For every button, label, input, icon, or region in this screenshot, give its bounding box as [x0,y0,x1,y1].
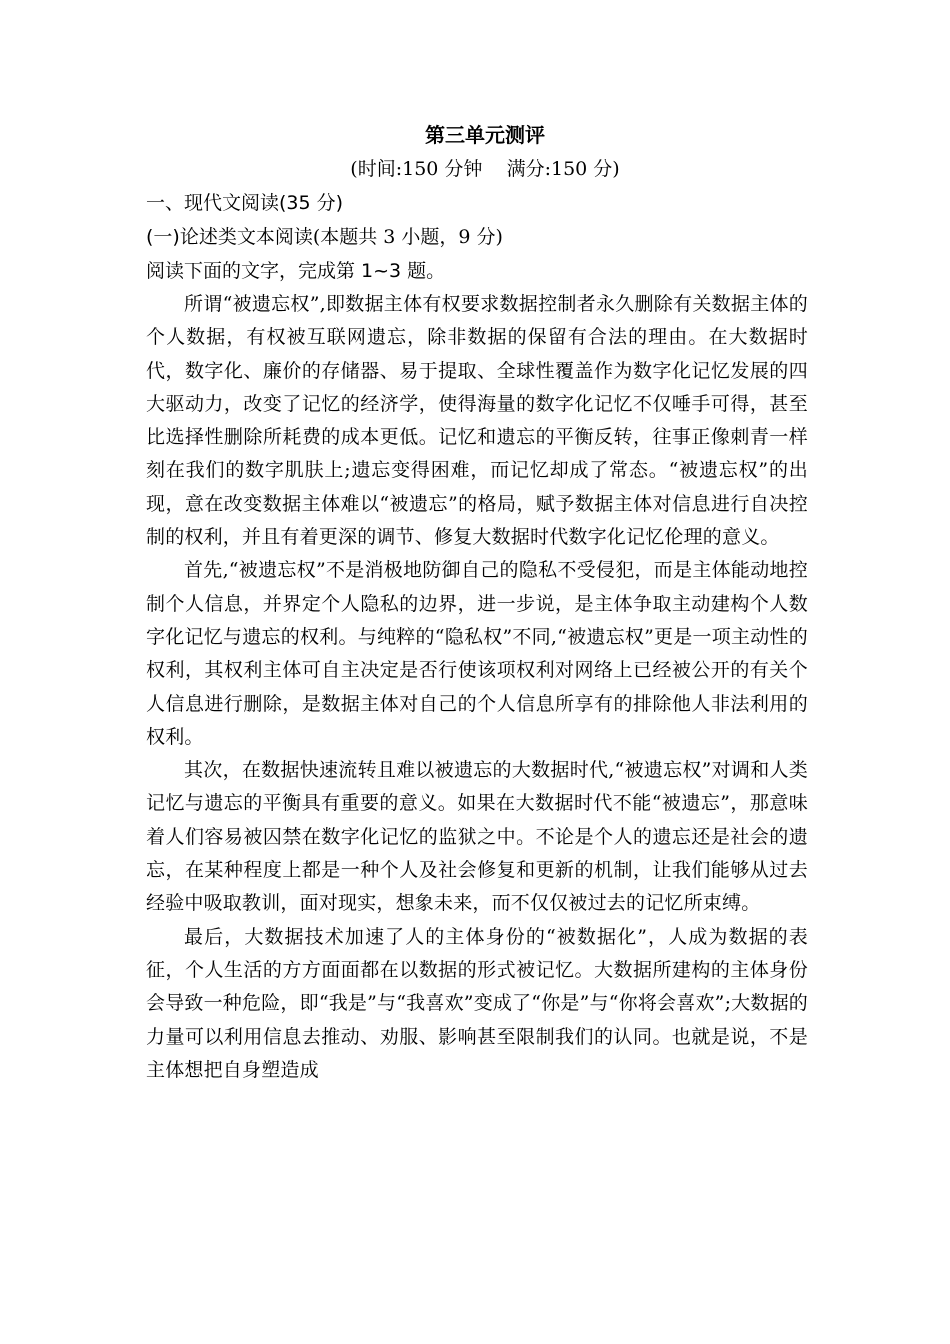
section-heading: 一、现代文阅读(35 分) [146,192,344,214]
page-title: 第三单元测评 [425,123,545,147]
subsection-label: (一)论述类文本阅读 [146,226,313,248]
passage-paragraph-3: 其次，在数据快速流转且难以被遗忘的大数据时代,“被遗忘权”对调和人类记忆与遗忘的平衡具有重要的意义。如果在大数据时代不能“被遗忘”，那意味着人们容易被囚禁在数字化记忆的监狱之中。不论是个人的遗忘还是社会的遗忘，在某种程度上都是一种个人及社会修复和更新的机制，让我们能够从过去经验中吸取教训，面对现实，想象未来，而不仅仅被过去的记忆所束缚。 [146,759,808,915]
passage [146,288,808,1087]
reading-instruction: 阅读下面的文字，完成第 1~3 题。 [146,260,446,282]
exam-info: (时间:150 分钟 满分:150 分) [350,158,620,180]
subsection-heading [146,220,808,254]
document-page [146,118,808,1087]
passage-paragraph-2: 首先,“被遗忘权”不是消极地防御自己的隐私不受侵犯，而是主体能动地控制个人信息，并界定个人隐私的边界，进一步说，是主体争取主动建构个人数字化记忆与遗忘的权利。与纯粹的“隐私权”不同,“被遗忘权”更是一项主动性的权利，其权利主体可自主决定是否行使该项权利对网络上已经被公开的有关个人信息进行删除，是数据主体对自己的个人信息所享有的排除他人非法利用的权利。 [146,559,808,748]
subsection-note: (本题共 3 小题，9 分) [312,226,503,248]
passage-paragraph-4: 最后，大数据技术加速了人的主体身份的“被数据化”，人成为数据的表征，个人生活的方方面面都在以数据的形式被记忆。大数据所建构的主体身份会导致一种危险，即“我是”与“我喜欢”变成了“你是”与“你将会喜欢”;大数据的力量可以利用信息去推动、劝服、影响甚至限制我们的认同。也就是说，不是主体想把自身塑造成 [146,925,808,1081]
passage-paragraph-1: 所谓“被遗忘权”,即数据主体有权要求数据控制者永久删除有关数据主体的个人数据，有权被互联网遗忘，除非数据的保留有合法的理由。在大数据时代，数字化、廉价的存储器、易于提取、全球性覆盖作为数字化记忆发展的四大驱动力，改变了记忆的经济学，使得海量的数字化记忆不仅唾手可得，甚至比选择性删除所耗费的成本更低。记忆和遗忘的平衡反转，往事正像刺青一样刻在我们的数字肌肤上;遗忘变得困难，而记忆却成了常态。“被遗忘权”的出现，意在改变数据主体难以“被遗忘”的格局，赋予数据主体对信息进行自决控制的权利，并且有着更深的调节、修复大数据时代数字化记忆伦理的意义。 [146,293,808,549]
